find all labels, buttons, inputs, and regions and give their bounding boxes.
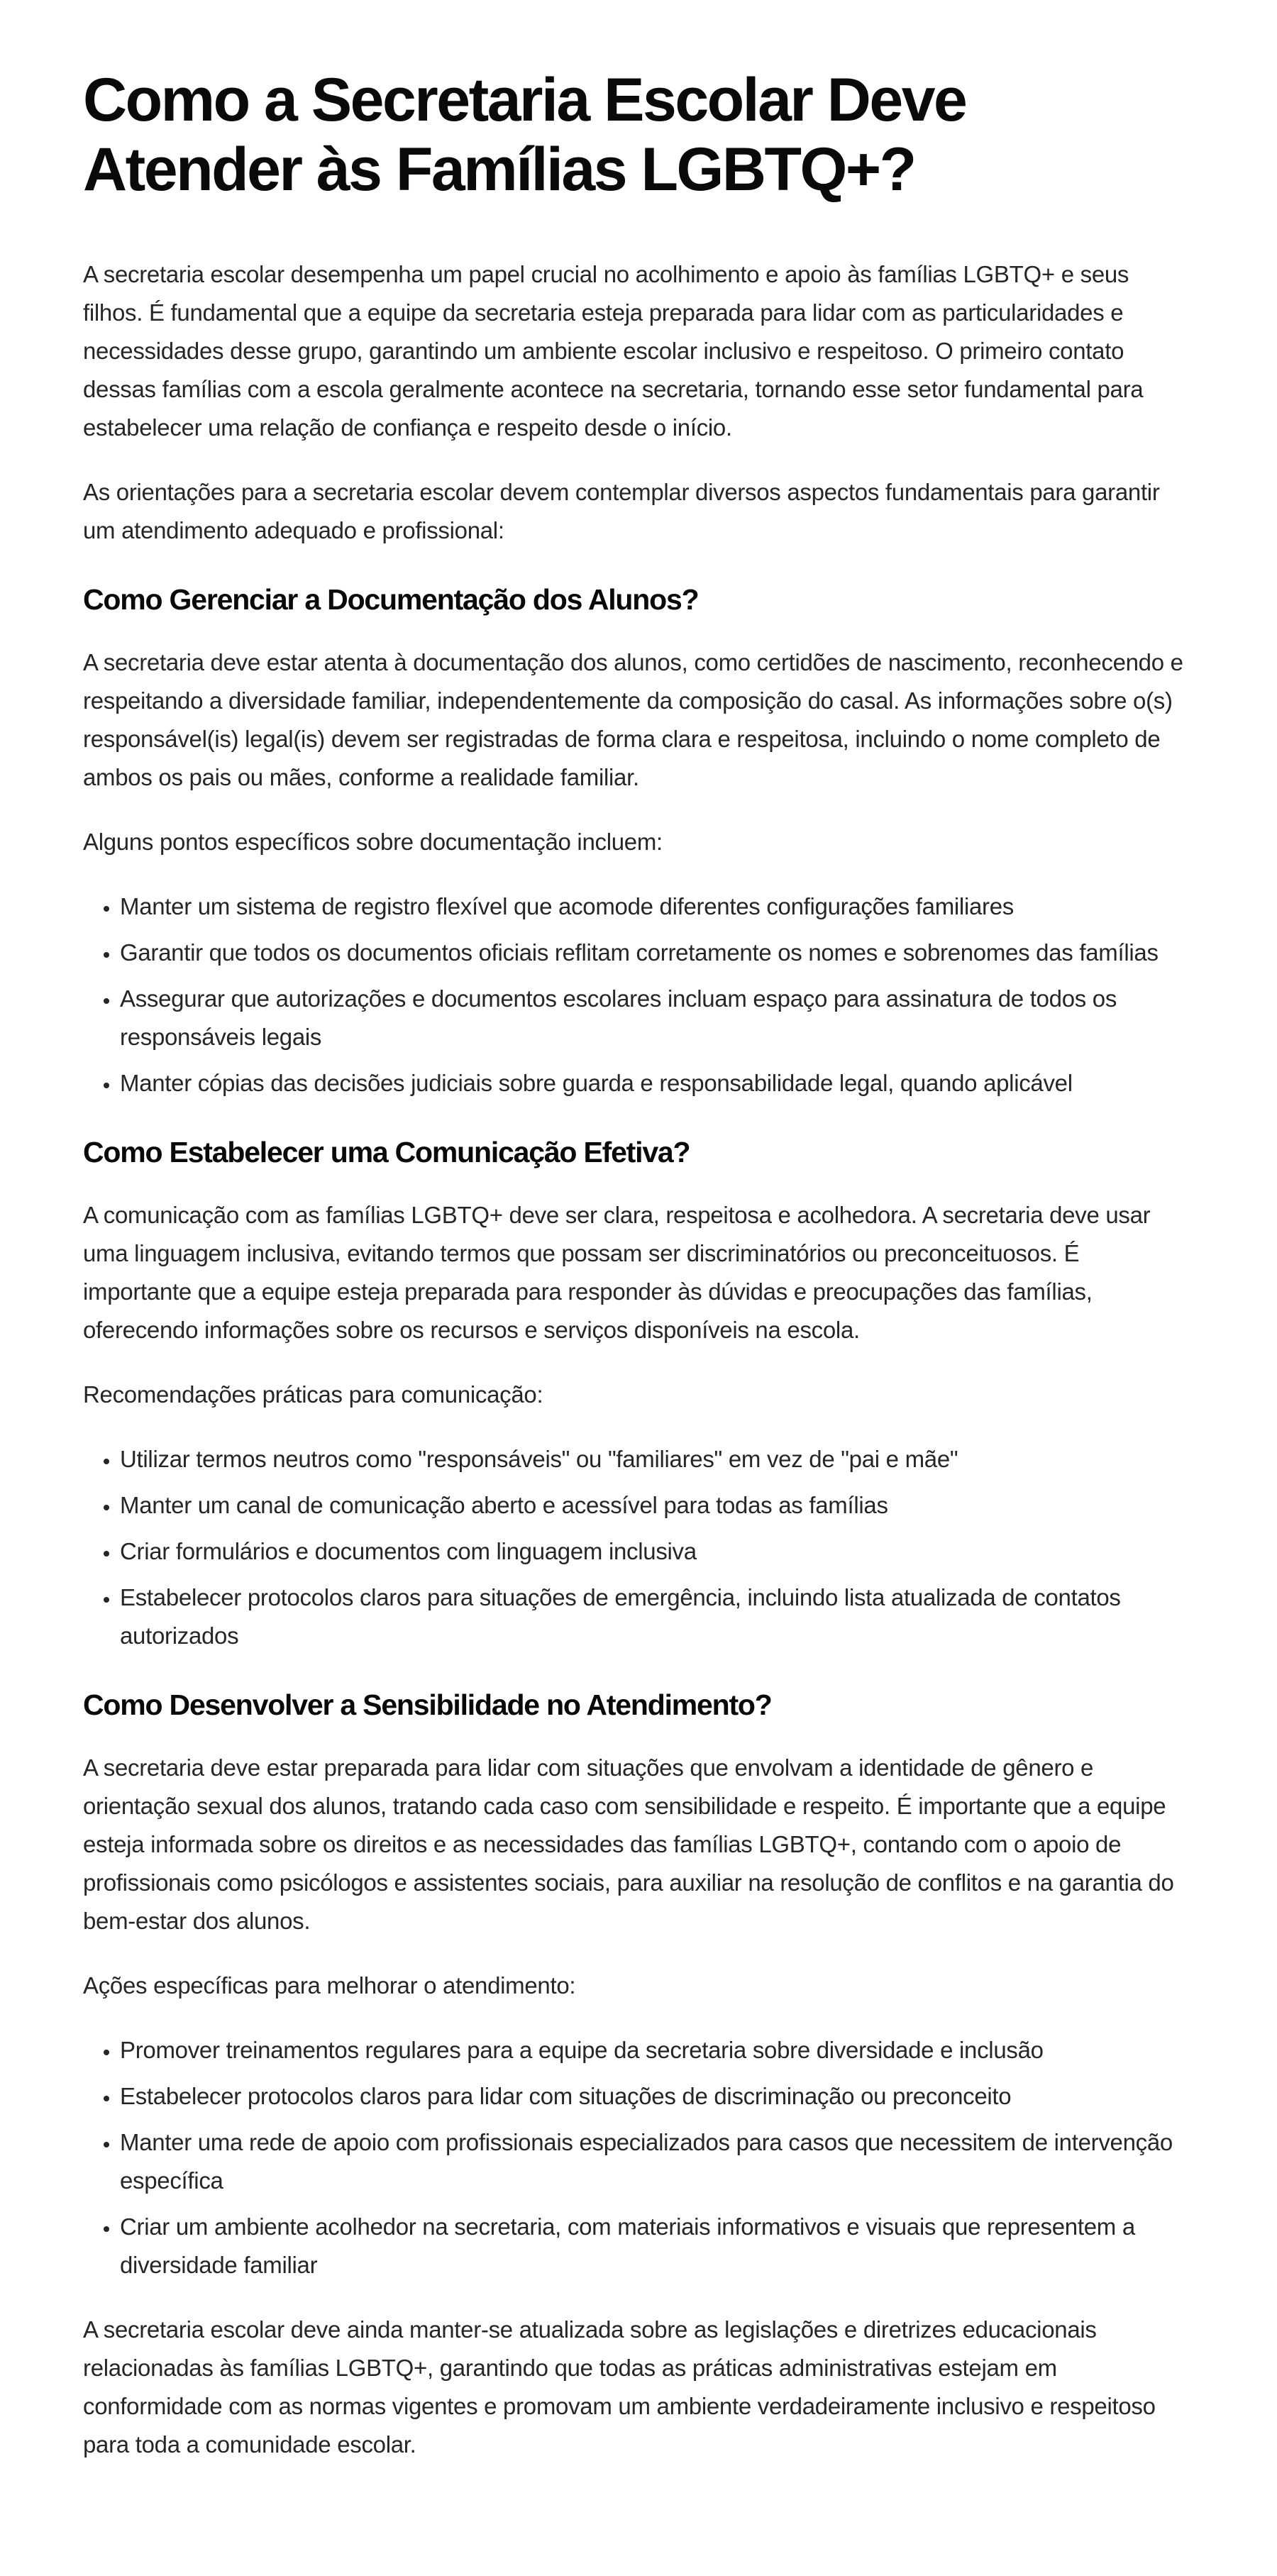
list-item: • Criar formulários e documentos com linguagem inclusiva <box>120 1532 1194 1571</box>
list-item: • Utilizar termos neutros como "responsáveis" ou "familiares" em vez de "pai e mãe" <box>120 1440 1194 1478</box>
list-item: • Promover treinamentos regulares para a equipe da secretaria sobre diversidade e inclusão <box>120 2031 1194 2069</box>
intro-paragraph: A secretaria escolar desempenha um papel crucial no acolhimento e apoio às famílias LGBTQ+ e seus filhos. É fundamental que a equipe da secretaria esteja preparada para lidar com as particularidades e necessidades desse grupo, garantindo um ambiente escolar inclusivo e respeitoso. O primeiro contato dessas famílias com a escola geralmente acontece na secretaria, tornando esse setor fundamental para estabelecer uma relação de confiança e respeito desde o início. <box>83 261 1144 441</box>
list-item: • Manter um sistema de registro flexível que acomode diferentes configurações familiares <box>120 888 1194 926</box>
section-paragraph: A comunicação com as famílias LGBTQ+ deve ser clara, respeitosa e acolhedora. A secretaria deve usar uma linguagem inclusiva, evitando termos que possam ser discriminatórios ou preconceituosos. É importante que a equipe esteja preparada para responder às dúvidas e preocupações das famílias, oferecendo informações sobre os recursos e serviços disponíveis na escola. <box>83 1202 1151 1343</box>
list-intro: Recomendações práticas para comunicação: <box>83 1381 543 1408</box>
list-item: • Estabelecer protocolos claros para lidar com situações de discriminação ou preconceito <box>120 2077 1194 2116</box>
list-item: • Manter cópias das decisões judiciais sobre guarda e responsabilidade legal, quando aplicável <box>120 1064 1194 1102</box>
list-item: • Manter um canal de comunicação aberto e acessível para todas as famílias <box>120 1486 1194 1525</box>
conclusion-paragraph: A secretaria escolar deve ainda manter-se atualizada sobre as legislações e diretrizes educacionais relacionadas às famílias LGBTQ+, garantindo que todas as práticas administrativas estejam em conformidade com as normas vigentes e promovam um ambiente verdadeiramente inclusivo e respeitoso para toda a comunidade escolar. <box>83 2316 1156 2458</box>
list-item: • Criar um ambiente acolhedor na secretaria, com materiais informativos e visuais que representem a diversidade familiar <box>120 2208 1194 2284</box>
list-item: • Manter uma rede de apoio com profissionais especializados para casos que necessitem de intervenção específica <box>120 2123 1194 2200</box>
section-documentation <box>83 581 1194 1102</box>
section-heading: Como Desenvolver a Sensibilidade no Atendimento? <box>83 1688 772 1721</box>
section-paragraph: A secretaria deve estar atenta à documentação dos alunos, como certidões de nascimento, reconhecendo e respeitando a diversidade familiar, independentemente da composição do casal. As informações sobre o(s) responsável(is) legal(is) devem ser registradas de forma clara e respeitosa, incluindo o nome completo de ambos os pais ou mães, conforme a realidade familiar. <box>83 649 1183 790</box>
bullet-list <box>83 1440 1194 1655</box>
list-item: • Assegurar que autorizações e documentos escolares incluam espaço para assinatura de todos os responsáveis legais <box>120 980 1194 1056</box>
section-heading: Como Gerenciar a Documentação dos Alunos? <box>83 583 699 616</box>
bullet-list <box>83 888 1194 1102</box>
section-heading: Como Estabelecer uma Comunicação Efetiva? <box>83 1136 690 1168</box>
list-item: • Estabelecer protocolos claros para situações de emergência, incluindo lista atualizada de contatos autorizados <box>120 1579 1194 1655</box>
list-item: • Garantir que todos os documentos oficiais reflitam corretamente os nomes e sobrenomes das famílias <box>120 934 1194 972</box>
section-paragraph: A secretaria deve estar preparada para lidar com situações que envolvam a identidade de gênero e orientação sexual dos alunos, tratando cada caso com sensibilidade e respeito. É importante que a equipe esteja informada sobre os direitos e as necessidades das famílias LGBTQ+, contando com o apoio de profissionais como psicólogos e assistentes sociais, para auxiliar na resolução de conflitos e na garantia do bem-estar dos alunos. <box>83 1754 1174 1934</box>
section-sensitivity <box>83 1686 1194 2284</box>
list-intro: Ações específicas para melhorar o atendimento: <box>83 1972 576 1999</box>
list-intro: Alguns pontos específicos sobre documentação incluem: <box>83 829 663 855</box>
intro-paragraph: As orientações para a secretaria escolar devem contemplar diversos aspectos fundamentais para garantir um atendimento adequado e profissional: <box>83 479 1160 543</box>
section-communication <box>83 1134 1194 1655</box>
page-title: Como a Secretaria Escolar Deve Atender às Famílias LGBTQ+? <box>83 66 966 204</box>
bullet-list <box>83 2031 1194 2284</box>
